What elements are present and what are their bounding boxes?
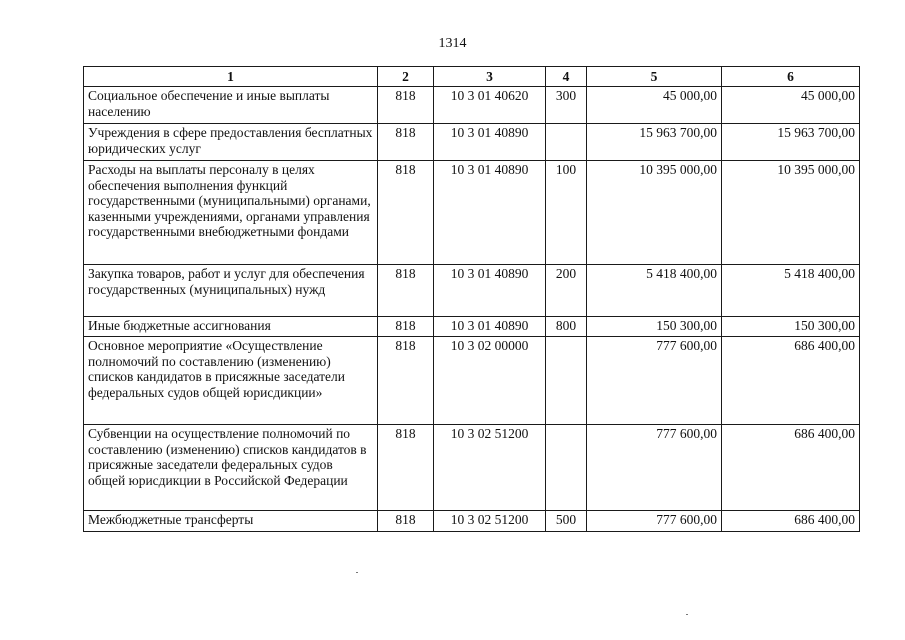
row-code: 10 3 02 51200 [434, 511, 546, 532]
row-type: 200 [546, 265, 587, 317]
table-row [84, 317, 860, 337]
row-name: Учреждения в сфере предоставления бесплатных юридических услуг [84, 124, 378, 161]
row-value-5: 45 000,00 [587, 87, 722, 124]
row-value-6: 150 300,00 [722, 317, 860, 337]
row-name: Иные бюджетные ассигнования [84, 317, 378, 337]
row-name: Основное мероприятие «Осуществление полномочий по составлению (изменению) списков кандидатов в присяжные заседатели федеральных судов общей юрисдикции» [84, 337, 378, 425]
row-name: Межбюджетные трансферты [84, 511, 378, 532]
row-value-6: 10 395 000,00 [722, 161, 860, 265]
row-code: 10 3 01 40890 [434, 161, 546, 265]
row-name: Социальное обеспечение и иные выплаты населению [84, 87, 378, 124]
column-header-3: 3 [434, 67, 546, 87]
row-ministry: 818 [378, 265, 434, 317]
column-header-2: 2 [378, 67, 434, 87]
row-value-6: 45 000,00 [722, 87, 860, 124]
column-header-4: 4 [546, 67, 587, 87]
table-row [84, 87, 860, 124]
row-ministry: 818 [378, 161, 434, 265]
row-value-6: 15 963 700,00 [722, 124, 860, 161]
column-header-6: 6 [722, 67, 860, 87]
row-type: 800 [546, 317, 587, 337]
header-row [84, 67, 860, 87]
row-type [546, 337, 587, 425]
row-type: 500 [546, 511, 587, 532]
row-value-5: 777 600,00 [587, 511, 722, 532]
row-ministry: 818 [378, 425, 434, 511]
column-header-5: 5 [587, 67, 722, 87]
row-value-5: 5 418 400,00 [587, 265, 722, 317]
table-row [84, 161, 860, 265]
row-value-5: 777 600,00 [587, 337, 722, 425]
row-type: 300 [546, 87, 587, 124]
row-value-6: 686 400,00 [722, 511, 860, 532]
row-code: 10 3 02 51200 [434, 425, 546, 511]
row-ministry: 818 [378, 87, 434, 124]
row-code: 10 3 01 40890 [434, 317, 546, 337]
row-name: Закупка товаров, работ и услуг для обеспечения государственных (муниципальных) нужд [84, 265, 378, 317]
row-code: 10 3 01 40620 [434, 87, 546, 124]
budget-table [83, 66, 860, 532]
row-code: 10 3 01 40890 [434, 265, 546, 317]
row-name: Субвенции на осуществление полномочий по составлению (изменению) списков кандидатов в присяжные заседатели федеральных судов общей юрисдикции в Российской Федерации [84, 425, 378, 511]
row-ministry: 818 [378, 124, 434, 161]
table-row [84, 337, 860, 425]
row-code: 10 3 01 40890 [434, 124, 546, 161]
table-row [84, 425, 860, 511]
scan-speck [686, 614, 688, 615]
table-row [84, 265, 860, 317]
row-value-6: 5 418 400,00 [722, 265, 860, 317]
row-type [546, 425, 587, 511]
row-value-5: 15 963 700,00 [587, 124, 722, 161]
row-value-6: 686 400,00 [722, 425, 860, 511]
page-number: 1314 [438, 36, 467, 51]
row-value-5: 777 600,00 [587, 425, 722, 511]
row-name: Расходы на выплаты персоналу в целях обеспечения выполнения функций государственными (муниципальными) органами, казенными учреждениями, органами управления государственными внебюджетными фондами [84, 161, 378, 265]
table-row [84, 124, 860, 161]
row-value-5: 10 395 000,00 [587, 161, 722, 265]
row-value-6: 686 400,00 [722, 337, 860, 425]
row-ministry: 818 [378, 337, 434, 425]
row-ministry: 818 [378, 317, 434, 337]
table-row [84, 511, 860, 532]
row-code: 10 3 02 00000 [434, 337, 546, 425]
scan-speck [356, 572, 358, 573]
row-type [546, 124, 587, 161]
column-header-1: 1 [84, 67, 378, 87]
row-value-5: 150 300,00 [587, 317, 722, 337]
row-type: 100 [546, 161, 587, 265]
row-ministry: 818 [378, 511, 434, 532]
